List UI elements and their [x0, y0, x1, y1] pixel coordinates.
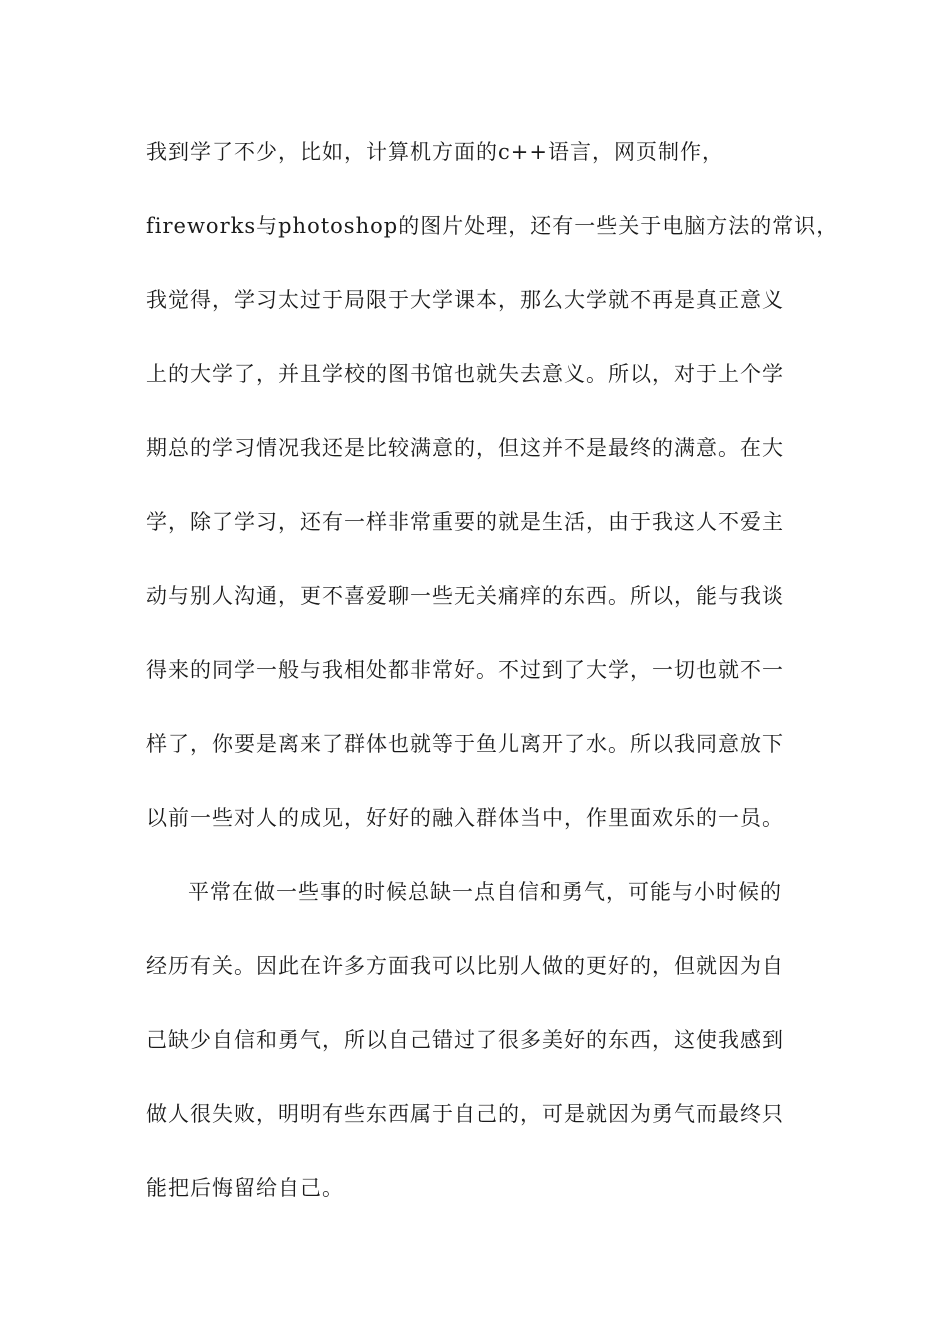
paragraph-line: 我觉得，学习太过于局限于大学课本，那么大学就不再是真正意义 — [146, 288, 784, 312]
paragraph-line: 学，除了学习，还有一样非常重要的就是生活，由于我这人不爱主 — [146, 510, 784, 534]
paragraph-line: 平常在做一些事的时候总缺一点自信和勇气，可能与小时候的 — [188, 880, 782, 904]
paragraph-line: 动与别人沟通，更不喜爱聊一些无关痛痒的东西。所以，能与我谈 — [146, 584, 784, 608]
paragraph-line: 样了，你要是离来了群体也就等于鱼儿离开了水。所以我同意放下 — [146, 732, 784, 756]
paragraph-line: fireworks与photoshop的图片处理，还有一些关于电脑方法的常识， — [146, 214, 839, 238]
paragraph-line: 期总的学习情况我还是比较满意的，但这并不是最终的满意。在大 — [146, 436, 784, 460]
paragraph-line: 己缺少自信和勇气，所以自己错过了很多美好的东西，这使我感到 — [146, 1028, 784, 1052]
paragraph-line: 经历有关。因此在许多方面我可以比别人做的更好的，但就因为自 — [146, 954, 784, 978]
paragraph-line: 上的大学了，并且学校的图书馆也就失去意义。所以，对于上个学 — [146, 362, 784, 386]
paragraph-line: 我到学了不少，比如，计算机方面的c++语言，网页制作， — [146, 140, 724, 164]
paragraph-line: 得来的同学一般与我相处都非常好。不过到了大学，一切也就不一 — [146, 658, 784, 682]
paragraph-line: 能把后悔留给自己。 — [146, 1176, 344, 1200]
paragraph-line: 以前一些对人的成见，好好的融入群体当中，作里面欢乐的一员。 — [146, 806, 784, 830]
paragraph-line: 做人很失败，明明有些东西属于自己的，可是就因为勇气而最终只 — [146, 1102, 784, 1126]
